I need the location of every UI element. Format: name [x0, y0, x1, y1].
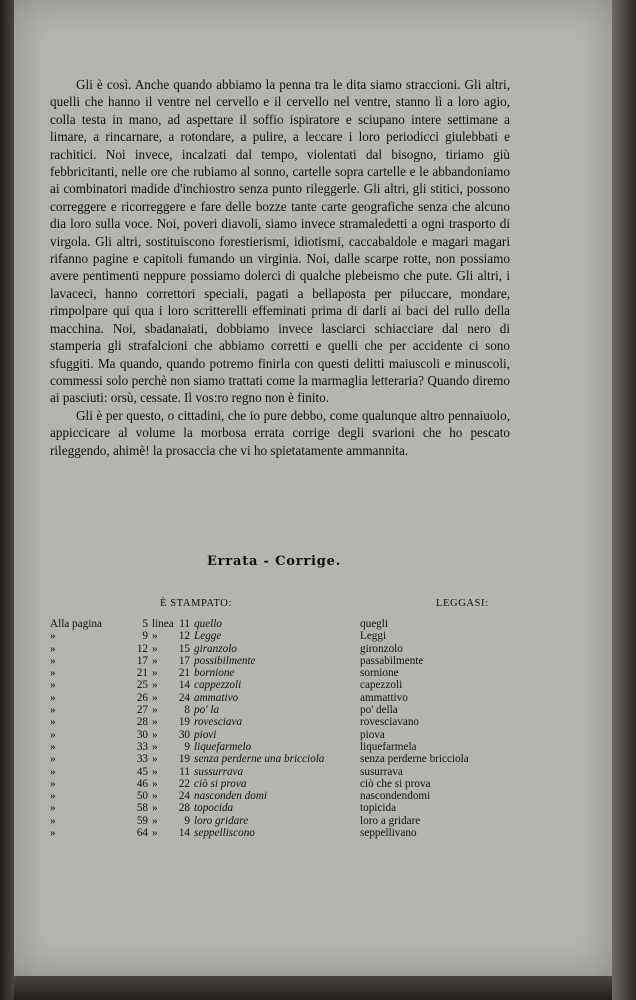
row-label: »: [50, 679, 56, 692]
line-number: 24: [178, 790, 190, 803]
book-edge-bottom: [14, 976, 612, 1000]
page-number: 5: [142, 618, 148, 630]
table-row: [50, 815, 520, 827]
page-number: 59: [136, 814, 148, 827]
line-word: »: [152, 777, 158, 790]
page-number: 50: [136, 790, 148, 803]
correction: susurrava: [360, 765, 403, 778]
line-number: 21: [178, 667, 190, 680]
correction: ciò che si prova: [360, 777, 431, 790]
table-row: [50, 704, 520, 716]
row-label: »: [50, 630, 56, 643]
row-label: Alla pagina: [50, 618, 102, 630]
page-number: 21: [136, 667, 148, 680]
line-number: 22: [178, 777, 190, 790]
row-label: »: [50, 790, 56, 803]
page-number: 64: [136, 827, 148, 840]
row-label: »: [50, 654, 56, 667]
line-word: »: [152, 679, 158, 692]
line-word: »: [152, 704, 158, 717]
table-row: [50, 827, 520, 839]
line-word: »: [152, 667, 158, 680]
paper-sheet: [14, 0, 612, 976]
paragraph-2: Gli è per questo, o cittadini, che io pure debbo, come qualunque altro pennaiuolo, appiccicare al volume la morbosa errata corrige degli svarioni che ho pescato rileggendo, ahimè! la prosaccia che vi ho spietatamente ammannita.: [50, 407, 510, 458]
line-word: »: [152, 814, 158, 827]
correction: capezzoli: [360, 679, 403, 692]
paragraph-1: Gli è così. Anche quando abbiamo la penna tra le dita siamo straccioni. Gli altri, quelli che hanno il ventre nel cervello e il cervello nel ventre, stanno lì a loro agio, colla testa in mano, ad aspettare il soffio ispiratore e sciupano intere settimane a limare, a rincarnare, a rotondare, a pulire, a leccare i loro periodicci giulebbati e rachitici. Noi invece, incalzati dal tempo, violentati dal bisogno, tiriamo giù febbricitanti, nelle ore che rubiamo al sonno, cartelle sopra cartelle e le abbandoniamo ai combinatori madide d'inchiostro senza punto rileggerle. Gli altri, gli stitici, possono correggere e ricorreggere e fare delle bozze tante carte geografiche senza che alcuno dia loro sulla voce. Noi, poveri diavoli, siamo invece stramaledetti a ogni trasporto di virgola. Gli altri, sostituiscono forestierismi, idiotismi, caccabaldole e magari magari rifanno pagine e capitoli fumando un virginia. Noi, dalle scarpe rotte, non possiamo avere pentimenti neppure possiamo dolerci di qualche plebeismo che pute. Gli altri, i lavaceci, hanno correttori speciali, pagati a bellaposta per piluccare, mondare, rimpolpare qui qua i loro scritterelli effeminati prima di darli ai baci del rullo della macchina. Noi, sbadanaiati, dobbiamo invece lasciarci schiacciare dal nero di stamperia gli strafalcioni che abbiamo corretti e quelli che per accidente ci sono sfuggiti. Ma quando, quando potremo finirla con questi delitti maiuscoli e minuscoli, commessi solo perchè non siamo trattati come la marmaglia letteraria? Quando diremo ai pasciuti: orsù, cessate. Il vos:ro regno non è finito.: [50, 77, 510, 406]
correction: loro a gridare: [360, 814, 421, 827]
line-number: 17: [178, 654, 190, 667]
table-row: [50, 766, 520, 778]
row-label: »: [50, 642, 56, 655]
row-label: »: [50, 765, 56, 778]
row-label: »: [50, 814, 56, 827]
row-label: »: [50, 716, 56, 729]
printed-error: ciò si prova: [194, 777, 247, 790]
line-word: »: [152, 740, 158, 753]
body-text: [50, 76, 510, 459]
printed-error: topocida: [194, 802, 234, 815]
table-row: [50, 716, 520, 728]
correction: seppellivano: [360, 827, 417, 840]
line-number: 14: [178, 827, 190, 840]
table-row: [50, 753, 520, 765]
page-number: 9: [142, 630, 148, 643]
line-number: 24: [178, 691, 190, 704]
table-row: [50, 729, 520, 741]
row-label: »: [50, 704, 56, 717]
row-label: »: [50, 691, 56, 704]
correction: gironzolo: [360, 642, 403, 655]
correction: passabilmente: [360, 654, 424, 667]
book-edge-right: [612, 0, 636, 1000]
correction: liquefarmela: [360, 740, 417, 753]
table-row: [50, 655, 520, 667]
table-row: [50, 618, 520, 630]
line-number: 11: [179, 765, 190, 778]
correction: po' della: [360, 704, 398, 717]
printed-error: piovi: [194, 728, 217, 741]
printed-error: liquefarmelo: [194, 740, 252, 753]
correction: topicida: [360, 802, 397, 815]
row-label: »: [50, 740, 56, 753]
table-row: [50, 692, 520, 704]
table-row: [50, 643, 520, 655]
line-number: 19: [178, 716, 190, 729]
header-printed: È STAMPATO:: [160, 598, 232, 609]
page-number: 30: [136, 728, 148, 741]
line-number: 19: [178, 753, 190, 766]
table-row: [50, 802, 520, 814]
printed-error: bornione: [194, 667, 235, 680]
page-number: 46: [136, 777, 148, 790]
printed-error: po' la: [194, 704, 220, 717]
line-word: linea: [152, 618, 174, 630]
printed-error: seppelliscono: [194, 827, 255, 840]
correction: ammattivo: [360, 691, 408, 704]
line-word: »: [152, 753, 158, 766]
line-number: 14: [178, 679, 190, 692]
page-number: 27: [136, 704, 148, 717]
line-word: »: [152, 716, 158, 729]
row-label: »: [50, 753, 56, 766]
table-row: [50, 790, 520, 802]
printed-error: sussurrava: [194, 765, 244, 778]
line-word: »: [152, 630, 158, 643]
table-row: [50, 667, 520, 679]
page-number: 26: [136, 691, 148, 704]
printed-error: nasconden domi: [194, 790, 268, 803]
printed-error: rovesciava: [194, 716, 243, 729]
correction: nascondendomi: [360, 790, 431, 803]
printed-error: quello: [194, 618, 222, 630]
printed-error: senza perderne una bricciola: [194, 753, 325, 766]
correction: piova: [360, 728, 385, 741]
table-row: [50, 741, 520, 753]
table-row: [50, 630, 520, 642]
line-number: 8: [184, 704, 190, 717]
line-number: 30: [178, 728, 190, 741]
correction: rovesciavano: [360, 716, 420, 729]
line-word: »: [152, 642, 158, 655]
correction: Leggi: [360, 630, 387, 643]
printed-error: Legge: [194, 630, 222, 643]
table-row: [50, 679, 520, 691]
printed-error: possibilmente: [194, 654, 256, 667]
page-number: 58: [136, 802, 148, 815]
line-word: »: [152, 802, 158, 815]
line-number: 9: [184, 814, 190, 827]
page-number: 17: [136, 654, 148, 667]
errata-table: [50, 618, 520, 839]
line-number: 9: [184, 740, 190, 753]
line-number: 11: [179, 618, 190, 630]
correction: quegli: [360, 618, 388, 630]
line-word: »: [152, 790, 158, 803]
correction: senza perderne bricciola: [360, 753, 469, 766]
printed-error: cappezzoli: [194, 679, 242, 692]
line-word: »: [152, 691, 158, 704]
line-word: »: [152, 728, 158, 741]
page-number: 45: [136, 765, 148, 778]
page-number: 28: [136, 716, 148, 729]
correction: sornione: [360, 667, 399, 680]
printed-error: loro gridare: [194, 814, 249, 827]
line-number: 15: [178, 642, 190, 655]
errata-title: Errata - Corrige.: [206, 554, 342, 569]
row-label: »: [50, 728, 56, 741]
row-label: »: [50, 667, 56, 680]
page-number: 33: [136, 740, 148, 753]
page-number: 25: [136, 679, 148, 692]
header-read: LEGGASI:: [436, 598, 489, 609]
line-number: 28: [178, 802, 190, 815]
row-label: »: [50, 777, 56, 790]
line-number: 12: [178, 630, 190, 643]
printed-error: giranzolo: [194, 642, 237, 655]
line-word: »: [152, 827, 158, 840]
page-number: 12: [136, 642, 148, 655]
book-spine: [0, 0, 14, 1000]
table-row: [50, 778, 520, 790]
page-number: 33: [136, 753, 148, 766]
line-word: »: [152, 654, 158, 667]
row-label: »: [50, 802, 56, 815]
printed-error: ammativo: [194, 691, 239, 704]
line-word: »: [152, 765, 158, 778]
row-label: »: [50, 827, 56, 840]
